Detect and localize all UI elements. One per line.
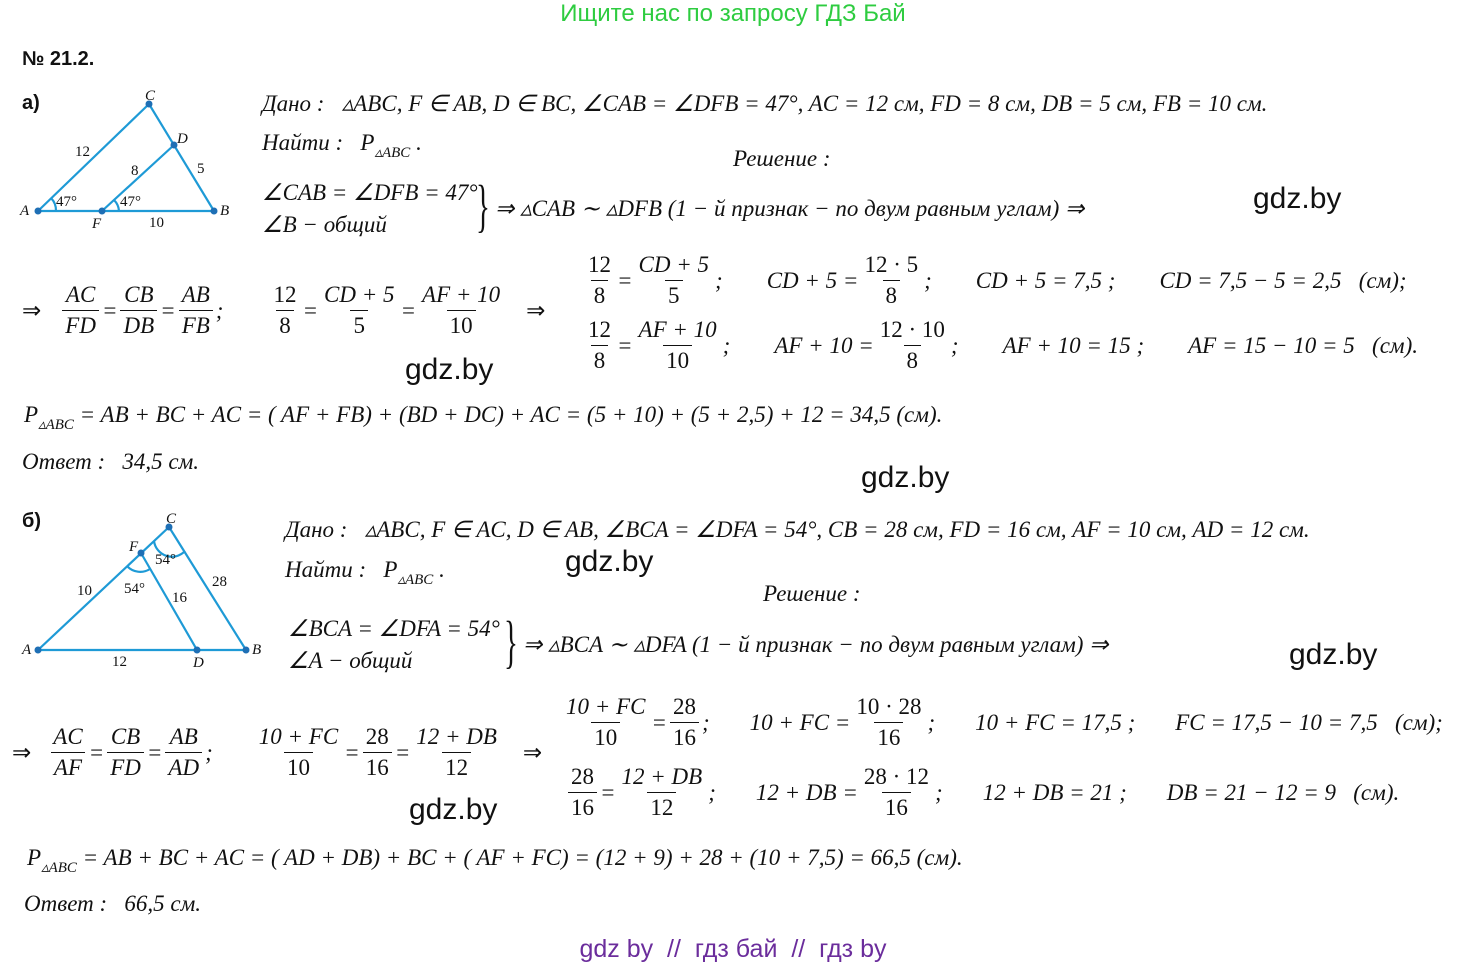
vertex-a: A bbox=[20, 203, 30, 219]
part-b-proportion-row: ⇒ $\frac{AC}{AF}$ = $\frac{CB}{FD}$ = $\frac{AB}{AD}$ ; $\frac{10 + FC}{10}$ = $\frac{28}{16}$ = $\frac{12 + DB}{12}$ ⇒ bbox=[12, 722, 542, 783]
part-b-cond2: ∠A − общий bbox=[288, 648, 413, 673]
watermark: gdz.by bbox=[861, 461, 950, 494]
part-a-cd-row: $\frac{12}{8}$ = $\frac{CD + 5}{5}$ ; CD + 5 = $\frac{12 \cdot 5}{8}$ ; CD + 5 = 7,5 ; CD = 7,5 − 5 = 2,5 (см); bbox=[582, 250, 1407, 311]
watermark: gdz.by bbox=[409, 793, 498, 826]
vertex-d: D bbox=[193, 655, 204, 671]
part-a-cond2: ∠B − общий bbox=[262, 212, 387, 237]
part-a-solution-label: Решение : bbox=[733, 146, 831, 171]
part-b-answer: Ответ : 66,5 см. bbox=[24, 891, 202, 916]
part-a-brace: } bbox=[476, 173, 490, 238]
vertex-f: F bbox=[92, 216, 102, 232]
part-a-answer: Ответ : 34,5 см. bbox=[22, 449, 200, 474]
side-label-fd: 16 bbox=[172, 590, 187, 606]
part-b-brace: } bbox=[504, 609, 518, 674]
part-a-label: а) bbox=[22, 92, 40, 114]
vertex-d: D bbox=[177, 131, 188, 147]
part-a-af-row: $\frac{12}{8}$ = $\frac{AF + 10}{10}$ ; AF + 10 = $\frac{12 \cdot 10}{8}$ ; AF + 10 = 15 ; AF = 15 − 10 = 5 (см). bbox=[582, 315, 1418, 376]
part-b-db-row: $\frac{28}{16}$ = $\frac{12 + DB}{12}$ ; 12 + DB = $\frac{28 \cdot 12}{16}$ ; 12 + DB = 21 ; DB = 21 − 12 = 9 (см). bbox=[565, 762, 1399, 823]
vertex-f: F bbox=[129, 539, 139, 555]
footer-links: gdz by // гдз бай // гдз by bbox=[579, 935, 887, 963]
side-label-db: 5 bbox=[197, 161, 205, 177]
part-b-label: б) bbox=[22, 510, 42, 532]
watermark: gdz.by bbox=[565, 545, 654, 578]
watermark: gdz.by bbox=[405, 353, 494, 386]
part-a-triangle-figure bbox=[15, 85, 250, 235]
vertex-c: C bbox=[166, 511, 177, 527]
part-b-find: Найти : $P_{▵ABC}$ . bbox=[285, 557, 445, 588]
part-b-cond1: ∠BCA = ∠DFA = 54° bbox=[288, 616, 500, 641]
side-label-cb: 28 bbox=[212, 574, 227, 590]
part-b-conclusion: ⇒ ▵BCA ∼ ▵DFA (1 − й признак − по двум равным углам) ⇒ bbox=[523, 632, 1109, 657]
watermark: gdz.by bbox=[1289, 638, 1378, 671]
part-a-cond1: ∠CAB = ∠DFB = 47° bbox=[262, 180, 478, 205]
vertex-b: B bbox=[220, 203, 230, 219]
part-a-proportion-row: ⇒ $\frac{AC}{FD}$ = $\frac{CB}{DB}$ = $\frac{AB}{FB}$ ; $\frac{12}{8}$ = $\frac{CD + 5}{5}$ = $\frac{AF + 10}{10}$ ⇒ bbox=[22, 280, 545, 341]
vertex-c: C bbox=[145, 88, 156, 104]
part-a-given: Дано : ▵ABC, F ∈ AB, D ∈ BC, ∠CAB = ∠DFB = 47°, AC = 12 см, FD = 8 см, DB = 5 см, FB = 10 см. bbox=[262, 91, 1268, 116]
watermark: gdz.by bbox=[1253, 182, 1342, 215]
side-label-fb: 10 bbox=[149, 215, 164, 231]
part-b-given: Дано : ▵ABC, F ∈ AC, D ∈ AB, ∠BCA = ∠DFA = 54°, CB = 28 см, FD = 16 см, AF = 10 см, AD = 12 см. bbox=[285, 517, 1310, 542]
side-label-ad: 12 bbox=[112, 654, 127, 670]
part-a-conclusion: ⇒ ▵CAB ∼ ▵DFB (1 − й признак − по двум равным углам) ⇒ bbox=[495, 196, 1085, 221]
problem-number: № 21.2. bbox=[22, 48, 95, 70]
vertex-a: A bbox=[22, 642, 32, 658]
angle-label-a: 47° bbox=[56, 194, 77, 210]
side-label-af: 10 bbox=[77, 583, 92, 599]
angle-label-c: 54° bbox=[155, 552, 176, 568]
part-a-perimeter: $P_{▵ABC}$ = AB + BC + AC = ( AF + FB) + (BD + DC) + AC = (5 + 10) + (5 + 2,5) + 12 = 34,5 (см). bbox=[24, 402, 943, 433]
part-a-find: Найти : $P_{▵ABC}$ . bbox=[262, 130, 422, 161]
site-banner: Ищите нас по запросу ГДЗ Бай bbox=[560, 0, 906, 27]
part-b-solution-label: Решение : bbox=[763, 581, 861, 606]
part-b-perimeter: $P_{▵ABC}$ = AB + BC + AC = ( AD + DB) + BC + ( AF + FC) = (12 + 9) + 28 + (10 + 7,5) = 66,5 (см). bbox=[27, 845, 963, 876]
part-b-triangle-figure bbox=[15, 505, 275, 675]
angle-label-f: 54° bbox=[124, 581, 145, 597]
part-b-fc-row: $\frac{10 + FC}{10}$ = $\frac{28}{16}$ ; 10 + FC = $\frac{10 \cdot 28}{16}$ ; 10 + FC = 17,5 ; FC = 17,5 − 10 = 7,5 (см); bbox=[560, 692, 1443, 753]
side-label-ac: 12 bbox=[75, 144, 90, 160]
vertex-b: B bbox=[252, 642, 262, 658]
angle-label-f: 47° bbox=[120, 194, 141, 210]
side-label-fd: 8 bbox=[131, 163, 139, 179]
